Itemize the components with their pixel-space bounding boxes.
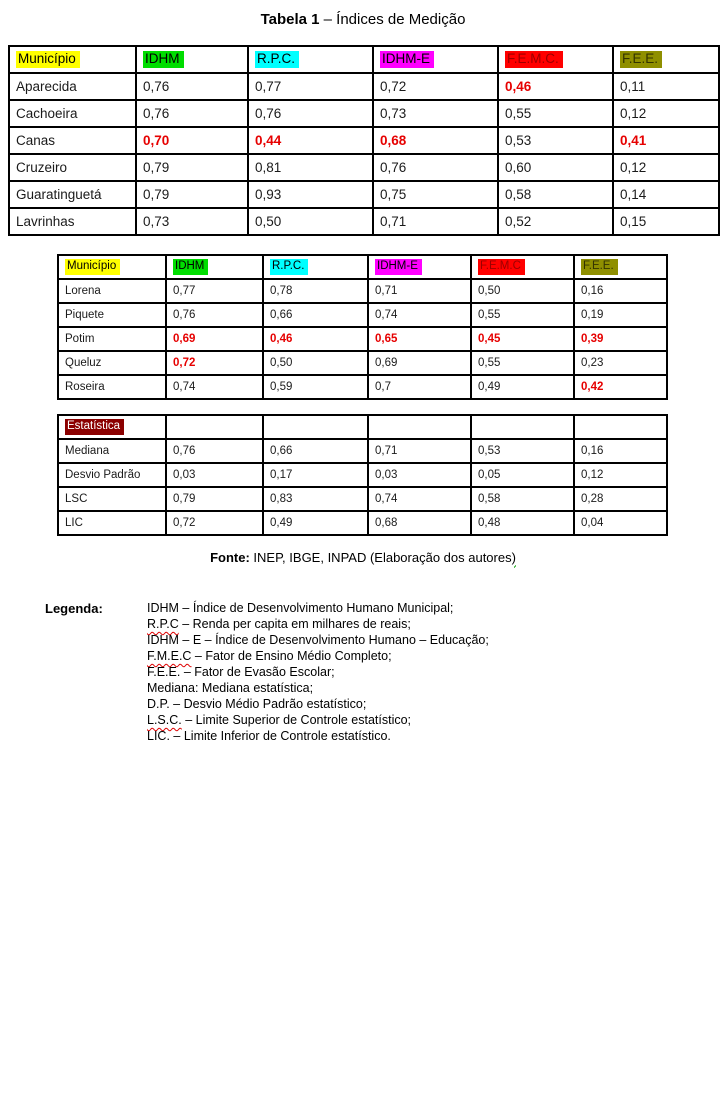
- row-label: Mediana: [58, 439, 166, 463]
- column-header: [58, 255, 166, 279]
- column-header-label: IDHM-E: [380, 51, 434, 69]
- table-cell: [263, 351, 368, 375]
- table-row: [58, 487, 667, 511]
- table-caption: [0, 11, 726, 28]
- header-row: [58, 415, 667, 439]
- cell-value: 0,16: [581, 445, 604, 457]
- indices-table-lower: [57, 254, 668, 400]
- table-cell: [368, 351, 471, 375]
- legend-term: LIC.: [147, 729, 170, 743]
- legend-label: Legenda:: [45, 601, 103, 616]
- row-label: Cachoeira: [9, 100, 136, 127]
- column-header: [248, 46, 373, 73]
- table-cell: [613, 73, 719, 100]
- cell-value: 0,77: [173, 285, 196, 297]
- statistics-table: [57, 414, 668, 536]
- table-cell: [368, 511, 471, 535]
- table-cell: [471, 327, 574, 351]
- source-note-tail: ): [511, 550, 516, 565]
- cell-value: 0,60: [505, 160, 532, 175]
- cell-value: 0,28: [581, 493, 604, 505]
- table-cell: [136, 181, 248, 208]
- cell-value: 0,39: [581, 333, 604, 345]
- cell-value: 0,76: [173, 445, 196, 457]
- table-cell: [263, 327, 368, 351]
- row-label: Queluz: [58, 351, 166, 375]
- table-cell: [248, 181, 373, 208]
- row-label: Cruzeiro: [9, 154, 136, 181]
- cell-value: 0,69: [173, 333, 196, 345]
- legend-term: IDHM – E: [147, 633, 202, 647]
- cell-value: 0,58: [478, 493, 501, 505]
- table-cell: [368, 487, 471, 511]
- legend-term: IDHM: [147, 601, 179, 615]
- table-cell: [613, 100, 719, 127]
- column-header: [263, 255, 368, 279]
- cell-value: 0,49: [478, 381, 501, 393]
- column-header-label: IDHM-E: [375, 259, 422, 275]
- table-cell: [613, 208, 719, 235]
- table-cell: [498, 127, 613, 154]
- row-label: Desvio Padrão: [58, 463, 166, 487]
- legend-text: – Índice de Desenvolvimento Humano Municipal;: [178, 601, 454, 615]
- table-row: [58, 327, 667, 351]
- cell-value: 0,04: [581, 517, 604, 529]
- cell-value: 0,58: [505, 187, 532, 202]
- table-cell: [373, 127, 498, 154]
- table-cell: [373, 208, 498, 235]
- table-cell: [166, 327, 263, 351]
- table-cell: [574, 279, 667, 303]
- table-cell: [136, 127, 248, 154]
- cell-value: 0,55: [478, 309, 501, 321]
- legend-text: – Renda per capita em milhares de reais;: [178, 617, 411, 631]
- table-row: [58, 463, 667, 487]
- table-cell: [574, 439, 667, 463]
- legend-item: [147, 728, 489, 744]
- column-header: [574, 255, 667, 279]
- legend-item: [147, 680, 489, 696]
- table-cell: [263, 511, 368, 535]
- cell-value: 0,71: [375, 445, 398, 457]
- table-cell: [471, 439, 574, 463]
- cell-value: 0,76: [255, 106, 282, 121]
- legend-term: L.S.C.: [147, 713, 182, 727]
- table-cell: [574, 487, 667, 511]
- table-cell: [368, 303, 471, 327]
- table-cell: [574, 511, 667, 535]
- table-row: [58, 511, 667, 535]
- column-header: [471, 415, 574, 439]
- table-cell: [248, 127, 373, 154]
- table-cell: [471, 511, 574, 535]
- legend-text: – Índice de Desenvolvimento Humano – Educação;: [201, 633, 489, 647]
- row-label: LIC: [58, 511, 166, 535]
- row-label: Lavrinhas: [9, 208, 136, 235]
- cell-value: 0,76: [173, 309, 196, 321]
- cell-value: 0,68: [380, 133, 407, 148]
- cell-value: 0,69: [375, 357, 398, 369]
- legend-item: [147, 712, 489, 728]
- table-cell: [368, 463, 471, 487]
- table-cell: [136, 73, 248, 100]
- table-row: [9, 208, 719, 235]
- cell-value: 0,73: [143, 214, 170, 229]
- column-header-label: Município: [65, 259, 120, 275]
- table-cell: [498, 208, 613, 235]
- cell-value: 0,78: [270, 285, 293, 297]
- table-cell: [248, 208, 373, 235]
- table-cell: [166, 303, 263, 327]
- cell-value: 0,41: [620, 133, 647, 148]
- table-cell: [263, 279, 368, 303]
- table-cell: [498, 73, 613, 100]
- table-row: [9, 100, 719, 127]
- cell-value: 0,45: [478, 333, 501, 345]
- cell-value: 0,74: [375, 309, 398, 321]
- cell-value: 0,59: [270, 381, 293, 393]
- column-header: [498, 46, 613, 73]
- cell-value: 0,7: [375, 381, 391, 393]
- legend-term: Mediana:: [147, 681, 199, 695]
- cell-value: 0,70: [143, 133, 170, 148]
- source-note-label: Fonte:: [210, 550, 250, 565]
- legend-item: [147, 616, 489, 632]
- cell-value: 0,55: [478, 357, 501, 369]
- cell-value: 0,23: [581, 357, 604, 369]
- table-cell: [263, 463, 368, 487]
- table-cell: [471, 375, 574, 399]
- column-header: [166, 415, 263, 439]
- cell-value: 0,19: [581, 309, 604, 321]
- table-cell: [471, 351, 574, 375]
- cell-value: 0,79: [143, 160, 170, 175]
- legend-item: [147, 664, 489, 680]
- table-caption-number: Tabela 1: [260, 11, 320, 28]
- table-cell: [613, 127, 719, 154]
- table-cell: [574, 375, 667, 399]
- cell-value: 0,55: [505, 106, 532, 121]
- cell-value: 0,49: [270, 517, 293, 529]
- column-header-label: IDHM: [173, 259, 208, 275]
- cell-value: 0,75: [380, 187, 407, 202]
- row-label: Piquete: [58, 303, 166, 327]
- legend-term: F.E.E.: [147, 665, 181, 679]
- table-cell: [248, 100, 373, 127]
- cell-value: 0,52: [505, 214, 532, 229]
- header-row: [58, 255, 667, 279]
- column-header-label: F.E.M.C.: [505, 51, 563, 69]
- legend-item: [147, 648, 489, 664]
- legend-text: – Limite Superior de Controle estatístico;: [181, 713, 412, 727]
- table-cell: [574, 351, 667, 375]
- cell-value: 0,05: [478, 469, 501, 481]
- column-header-label: F.E.E.: [620, 51, 662, 69]
- table-cell: [471, 463, 574, 487]
- cell-value: 0,15: [620, 214, 647, 229]
- table-cell: [368, 439, 471, 463]
- row-label: Potim: [58, 327, 166, 351]
- table-cell: [574, 327, 667, 351]
- cell-value: 0,74: [173, 381, 196, 393]
- cell-value: 0,71: [380, 214, 407, 229]
- legend-text: – Limite Inferior de Controle estatístico.: [169, 729, 391, 743]
- row-label: Guaratinguetá: [9, 181, 136, 208]
- table-cell: [263, 487, 368, 511]
- column-header: [574, 415, 667, 439]
- cell-value: 0,48: [478, 517, 501, 529]
- column-header: [471, 255, 574, 279]
- row-label: Lorena: [58, 279, 166, 303]
- cell-value: 0,53: [505, 133, 532, 148]
- table-cell: [166, 439, 263, 463]
- cell-value: 0,14: [620, 187, 647, 202]
- cell-value: 0,79: [173, 493, 196, 505]
- cell-value: 0,76: [143, 106, 170, 121]
- table-cell: [498, 154, 613, 181]
- cell-value: 0,44: [255, 133, 282, 148]
- table-cell: [574, 463, 667, 487]
- column-header: [613, 46, 719, 73]
- legend-term: R.P.C: [147, 617, 179, 631]
- table-caption-text: – Índices de Medição: [319, 11, 466, 28]
- column-header-label: IDHM: [143, 51, 184, 69]
- column-header-label: F.E.M.C: [478, 259, 525, 275]
- cell-value: 0,66: [270, 445, 293, 457]
- cell-value: 0,76: [143, 79, 170, 94]
- source-note: [0, 550, 726, 565]
- cell-value: 0,77: [255, 79, 282, 94]
- table-cell: [373, 73, 498, 100]
- legend-term: D.P.: [147, 697, 170, 711]
- table-cell: [574, 303, 667, 327]
- cell-value: 0,66: [270, 309, 293, 321]
- column-header: [373, 46, 498, 73]
- column-header: [58, 415, 166, 439]
- cell-value: 0,93: [255, 187, 282, 202]
- table-cell: [498, 100, 613, 127]
- table-cell: [613, 181, 719, 208]
- cell-value: 0,72: [173, 517, 196, 529]
- legend-text: – Fator de Evasão Escolar;: [180, 665, 335, 679]
- table-cell: [263, 439, 368, 463]
- legend-text: Mediana estatística;: [198, 681, 314, 695]
- cell-value: 0,71: [375, 285, 398, 297]
- table-row: [9, 154, 719, 181]
- legend-item: [147, 600, 489, 616]
- table-cell: [263, 303, 368, 327]
- legend-items: [147, 600, 489, 744]
- row-label: Aparecida: [9, 73, 136, 100]
- column-header: [136, 46, 248, 73]
- cell-value: 0,72: [173, 357, 196, 369]
- cell-value: 0,72: [380, 79, 407, 94]
- cell-value: 0,50: [478, 285, 501, 297]
- cell-value: 0,76: [380, 160, 407, 175]
- row-label: LSC: [58, 487, 166, 511]
- legend-term: F.M.E.C: [147, 649, 192, 663]
- row-label: Roseira: [58, 375, 166, 399]
- table-row: [58, 439, 667, 463]
- column-header-label: R.P.C.: [270, 259, 308, 275]
- table-cell: [368, 279, 471, 303]
- legend-item: [147, 632, 489, 648]
- column-header-label: Estatística: [65, 419, 124, 435]
- cell-value: 0,74: [375, 493, 398, 505]
- table-row: [9, 181, 719, 208]
- cell-value: 0,03: [375, 469, 398, 481]
- cell-value: 0,81: [255, 160, 282, 175]
- table-cell: [166, 463, 263, 487]
- indices-table-upper: [8, 45, 720, 236]
- cell-value: 0,79: [143, 187, 170, 202]
- table-cell: [166, 351, 263, 375]
- table-cell: [263, 375, 368, 399]
- table-row: [58, 351, 667, 375]
- table-cell: [373, 100, 498, 127]
- table-cell: [613, 154, 719, 181]
- column-header: [368, 255, 471, 279]
- cell-value: 0,12: [620, 106, 647, 121]
- cell-value: 0,73: [380, 106, 407, 121]
- cell-value: 0,42: [581, 381, 604, 393]
- column-header-label: R.P.C.: [255, 51, 299, 69]
- table-cell: [136, 208, 248, 235]
- cell-value: 0,68: [375, 517, 398, 529]
- table-row: [9, 127, 719, 154]
- table-cell: [368, 327, 471, 351]
- row-label: Canas: [9, 127, 136, 154]
- cell-value: 0,16: [581, 285, 604, 297]
- column-header-label: Município: [16, 51, 80, 69]
- legend-text: – Desvio Médio Padrão estatístico;: [169, 697, 367, 711]
- cell-value: 0,53: [478, 445, 501, 457]
- legend-text: – Fator de Ensino Médio Completo;: [191, 649, 392, 663]
- table-cell: [136, 154, 248, 181]
- cell-value: 0,12: [620, 160, 647, 175]
- table-cell: [248, 73, 373, 100]
- column-header-label: F.E.E.: [581, 259, 618, 275]
- table-cell: [368, 375, 471, 399]
- table-cell: [166, 487, 263, 511]
- table-cell: [248, 154, 373, 181]
- cell-value: 0,65: [375, 333, 398, 345]
- table-row: [58, 375, 667, 399]
- cell-value: 0,03: [173, 469, 196, 481]
- header-row: [9, 46, 719, 73]
- column-header: [9, 46, 136, 73]
- table-row: [58, 279, 667, 303]
- legend-item: [147, 696, 489, 712]
- cell-value: 0,17: [270, 469, 293, 481]
- table-cell: [471, 303, 574, 327]
- table-cell: [498, 181, 613, 208]
- cell-value: 0,50: [255, 214, 282, 229]
- table-cell: [471, 487, 574, 511]
- cell-value: 0,11: [620, 79, 646, 94]
- table-row: [58, 303, 667, 327]
- cell-value: 0,12: [581, 469, 604, 481]
- cell-value: 0,46: [270, 333, 293, 345]
- column-header: [166, 255, 263, 279]
- cell-value: 0,46: [505, 79, 532, 94]
- table-cell: [471, 279, 574, 303]
- cell-value: 0,83: [270, 493, 293, 505]
- table-cell: [166, 511, 263, 535]
- table-cell: [166, 279, 263, 303]
- table-cell: [373, 181, 498, 208]
- table-cell: [166, 375, 263, 399]
- table-cell: [136, 100, 248, 127]
- source-note-text: INEP, IBGE, INPAD (Elaboração dos autores: [249, 550, 512, 565]
- column-header: [263, 415, 368, 439]
- table-cell: [373, 154, 498, 181]
- column-header: [368, 415, 471, 439]
- cell-value: 0,50: [270, 357, 293, 369]
- table-row: [9, 73, 719, 100]
